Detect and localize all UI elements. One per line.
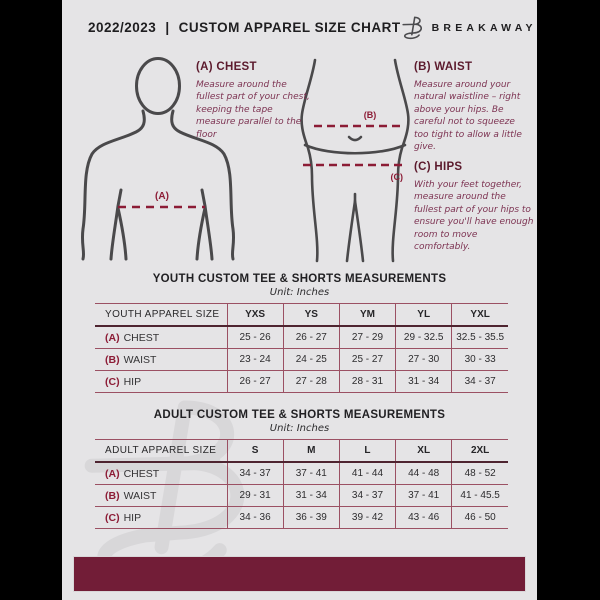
brand-name: BREAKAWAY xyxy=(431,21,537,34)
youth-section xyxy=(62,273,537,393)
header xyxy=(88,15,537,40)
cell-value: 31 - 34 xyxy=(283,485,339,507)
size-header: YL xyxy=(396,304,452,327)
page xyxy=(62,0,537,600)
cell-value: 41 - 45.5 xyxy=(452,485,508,507)
hip-marker-label: (C) xyxy=(390,172,403,182)
cell-value: 25 - 27 xyxy=(339,349,395,371)
table-row xyxy=(95,462,508,485)
size-header: S xyxy=(227,440,283,463)
table-row xyxy=(95,349,508,371)
row-label: (B) WAIST xyxy=(95,485,227,507)
cell-value: 43 - 46 xyxy=(396,507,452,529)
waist-marker-label: (B) xyxy=(363,110,377,120)
waist-guide xyxy=(414,61,528,153)
cell-value: 26 - 27 xyxy=(227,371,283,393)
adult-section xyxy=(62,409,537,529)
breakaway-logo-icon xyxy=(401,15,427,40)
adult-table-unit: Unit: Inches xyxy=(269,423,330,434)
cell-value: 36 - 39 xyxy=(283,507,339,529)
row-prefix: (A) xyxy=(105,467,120,480)
cell-value: 31 - 34 xyxy=(396,371,452,393)
size-header: YXS xyxy=(227,304,283,327)
cell-value: 34 - 36 xyxy=(227,507,283,529)
cell-value: 29 - 31 xyxy=(227,485,283,507)
cell-value: 37 - 41 xyxy=(396,485,452,507)
cell-value: 41 - 44 xyxy=(339,462,395,485)
adult-header-row xyxy=(95,440,508,463)
hips-guide-heading: (C) HIPS xyxy=(414,161,463,173)
cell-value: 48 - 52 xyxy=(452,462,508,485)
hips-guide xyxy=(414,161,536,253)
size-header: YS xyxy=(283,304,339,327)
size-header: YM xyxy=(339,304,395,327)
chest-marker-label: (A) xyxy=(155,191,169,202)
table-row xyxy=(95,371,508,393)
cell-value: 27 - 28 xyxy=(283,371,339,393)
cell-value: 39 - 42 xyxy=(339,507,395,529)
footer-accent-bar xyxy=(73,556,526,592)
page-title xyxy=(88,20,401,35)
row-prefix: (A) xyxy=(105,331,120,344)
waist-guide-body: Measure around your natural waistline – right above your hips. Be careful not to squeeze too tight to allow a little give. xyxy=(414,80,522,153)
row-prefix: (C) xyxy=(105,511,120,524)
season-label: 2022/2023 xyxy=(88,20,157,35)
youth-table-title: YOUTH CUSTOM TEE & SHORTS MEASUREMENTS xyxy=(152,273,447,285)
cell-value: 44 - 48 xyxy=(396,462,452,485)
measure-guide xyxy=(62,52,537,268)
adult-size-table xyxy=(95,439,508,529)
cell-value: 26 - 27 xyxy=(283,326,339,349)
cell-value: 25 - 26 xyxy=(227,326,283,349)
row-label: (C) HIP xyxy=(95,507,227,529)
chest-guide-heading: (A) CHEST xyxy=(196,61,257,73)
cell-value: 29 - 32.5 xyxy=(396,326,452,349)
cell-value: 27 - 29 xyxy=(339,326,395,349)
cell-value: 46 - 50 xyxy=(452,507,508,529)
youth-size-col-header: YOUTH APPAREL SIZE xyxy=(95,304,227,327)
youth-size-table xyxy=(95,303,508,393)
size-header: L xyxy=(339,440,395,463)
cell-value: 34 - 37 xyxy=(227,462,283,485)
cell-value: 24 - 25 xyxy=(283,349,339,371)
size-header: 2XL xyxy=(452,440,508,463)
youth-header-row xyxy=(95,304,508,327)
row-prefix: (B) xyxy=(105,489,120,502)
chest-guide-body: Measure around the fullest part of your chest, keeping the tape measure parallel to the floor xyxy=(196,80,310,140)
cell-value: 27 - 30 xyxy=(396,349,452,371)
table-row xyxy=(95,507,508,529)
cell-value: 30 - 33 xyxy=(452,349,508,371)
cell-value: 32.5 - 35.5 xyxy=(452,326,508,349)
waist-guide-heading: (B) WAIST xyxy=(414,61,473,73)
row-prefix: (C) xyxy=(105,375,120,388)
cell-value: 34 - 37 xyxy=(452,371,508,393)
row-label: (B) WAIST xyxy=(95,349,227,371)
cell-value: 34 - 37 xyxy=(339,485,395,507)
youth-table-unit: Unit: Inches xyxy=(269,287,330,298)
title-separator: | xyxy=(165,20,170,35)
size-header: YXL xyxy=(452,304,508,327)
brand xyxy=(401,15,537,40)
cell-value: 23 - 24 xyxy=(227,349,283,371)
row-label: (A) CHEST xyxy=(95,326,227,349)
adult-size-col-header: ADULT APPAREL SIZE xyxy=(95,440,227,463)
row-prefix: (B) xyxy=(105,353,120,366)
cell-value: 28 - 31 xyxy=(339,371,395,393)
size-header: XL xyxy=(396,440,452,463)
chest-guide xyxy=(196,61,314,141)
title-text: CUSTOM APPAREL SIZE CHART xyxy=(178,20,401,35)
row-label: (C) HIP xyxy=(95,371,227,393)
size-header: M xyxy=(283,440,339,463)
cell-value: 37 - 41 xyxy=(283,462,339,485)
hips-guide-body: With your feet together, measure around the fullest part of your hips to ensure you'll have enough room to move comfortably. xyxy=(414,180,534,253)
table-row xyxy=(95,326,508,349)
adult-table-title: ADULT CUSTOM TEE & SHORTS MEASUREMENTS xyxy=(153,409,446,421)
row-label: (A) CHEST xyxy=(95,462,227,485)
table-row xyxy=(95,485,508,507)
